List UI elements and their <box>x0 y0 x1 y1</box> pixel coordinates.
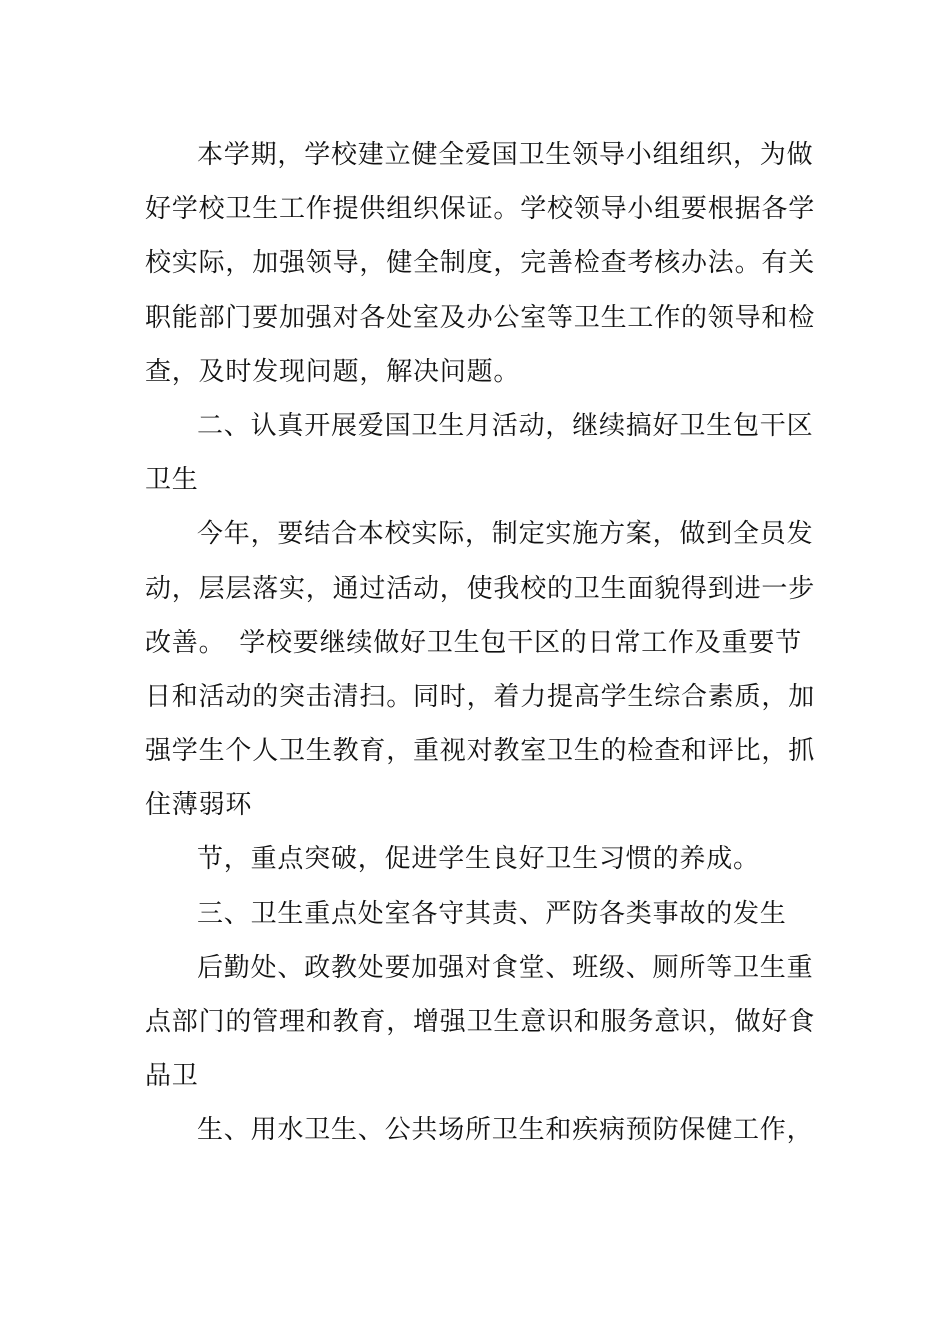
text-line: 生、用水卫生、公共场所卫生和疾病预防保健工作， <box>197 1115 814 1146</box>
text-line: 节，重点突破，促进学生良好卫生习惯的养成。 <box>197 844 760 875</box>
section-heading-continued: 卫生 <box>145 465 199 496</box>
text-line: 动，层层落实，通过活动，使我校的卫生面貌得到进一步 <box>145 573 816 604</box>
section-heading: 二、认真开展爱国卫生月活动，继续搞好卫生包干区 <box>197 410 814 441</box>
document-body <box>145 128 815 1158</box>
text-line: 点部门的管理和教育，增强卫生意识和服务意识，做好食 <box>145 1007 816 1037</box>
text-line: 后勤处、政教处要加强对食堂、班级、厕所等卫生重 <box>197 952 814 983</box>
text-line: 强学生个人卫生教育，重视对教室卫生的检查和评比，抓 <box>145 736 816 767</box>
text-line: 日和活动的突击清扫。同时，着力提高学生综合素质，加 <box>145 681 816 712</box>
text-line: 本学期，学校建立健全爱国卫生领导小组组织，为做 <box>197 140 814 170</box>
text-line: 今年，要结合本校实际，制定实施方案，做到全员发 <box>197 519 814 550</box>
text-line: 校实际，加强领导，健全制度，完善检查考核办法。有关 <box>145 248 816 279</box>
section-heading: 三、卫生重点处室各守其责、严防各类事故的发生 <box>197 898 787 929</box>
text-line: 品卫 <box>145 1061 199 1092</box>
text-line: 改善。 学校要继续做好卫生包干区的日常工作及重要节 <box>145 627 803 658</box>
text-line: 好学校卫生工作提供组织保证。学校领导小组要根据各学 <box>145 194 816 225</box>
text-line: 查，及时发现问题，解决问题。 <box>145 356 521 387</box>
text-line: 住薄弱环 <box>145 790 253 821</box>
text-line: 职能部门要加强对各处室及办公室等卫生工作的领导和检 <box>145 302 816 333</box>
